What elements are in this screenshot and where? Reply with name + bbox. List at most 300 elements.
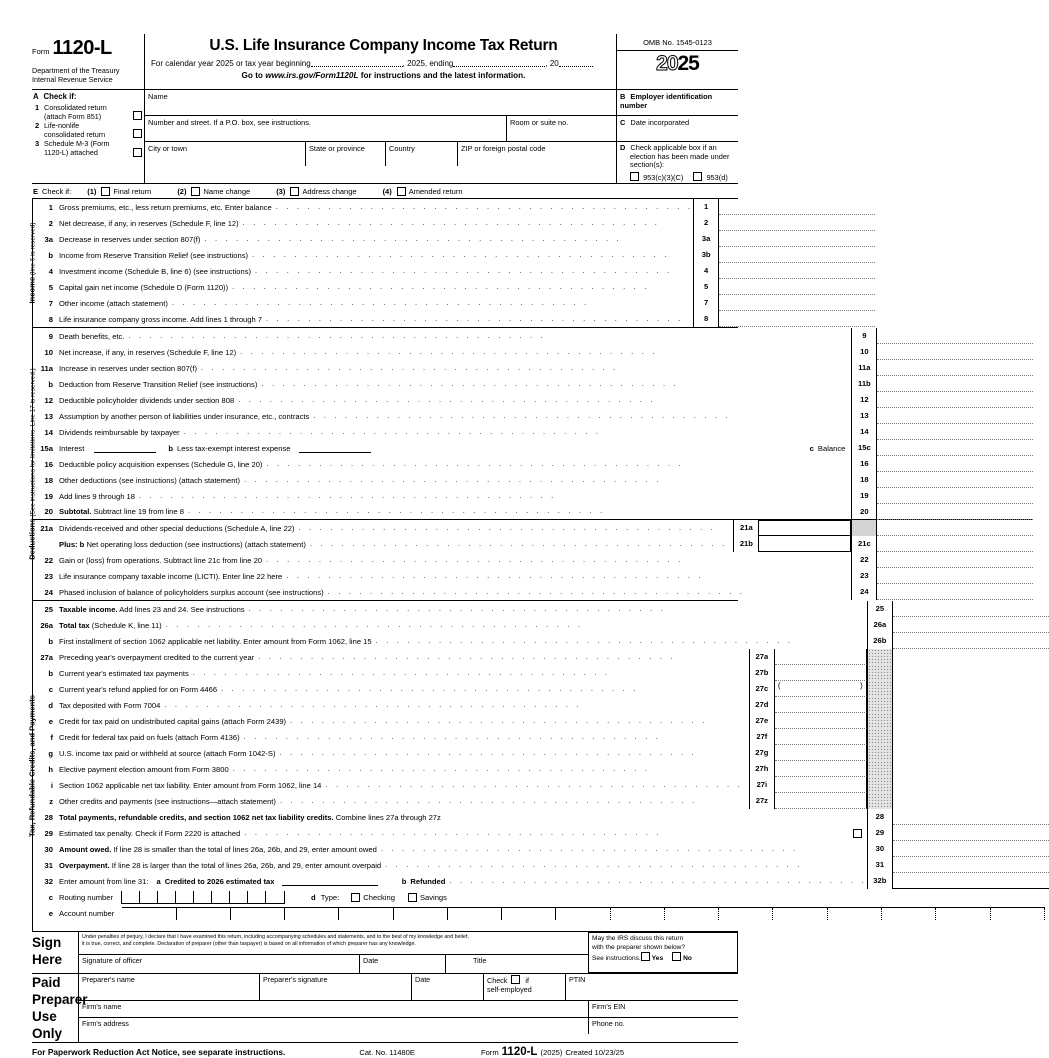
tax-label-main: Tax, Refundable Credits, and Payments	[27, 694, 37, 838]
line-number: 26a	[40, 620, 53, 630]
e-opt2-label: Name change	[203, 186, 251, 196]
zip-field[interactable]	[457, 142, 616, 166]
form-line-row	[33, 456, 1033, 472]
line-description: Deductible policyholder dividends under section 808	[59, 395, 235, 405]
line-number: 7	[48, 298, 53, 308]
footer-form-num: 1120-L	[501, 1046, 538, 1058]
tax-year-suffix: , 20	[545, 59, 559, 68]
leader-dots: . . . . . . . . . . . . . . . . . . . . . . . . . . . . . . . . . . . . . . . .	[192, 667, 611, 677]
routing-number-input[interactable]	[121, 891, 285, 904]
amount-input[interactable]	[877, 520, 1033, 536]
leader-dots: . . . . . . . . . . . . . . . . . . . . . . . . . . . . . . . . . . . . . . . .	[252, 249, 670, 259]
preparer-signature-label: Preparer's signature	[263, 975, 328, 984]
line-description-emphasis: Total payments, refundable credits, and section 1062 net tax liability credits.	[59, 812, 334, 822]
amount-input[interactable]	[893, 617, 1049, 633]
line-description: Gross premiums, etc., less return premiums, etc. Enter balance	[59, 202, 272, 212]
shaded-cell	[851, 520, 877, 536]
firm-address-label: Firm's address	[82, 1019, 129, 1028]
line-description-emphasis: Plus: b	[59, 539, 85, 549]
block-d-opt2: 953(d)	[706, 172, 728, 182]
amount-input[interactable]	[893, 601, 1049, 617]
amount-input[interactable]	[893, 633, 1049, 649]
line-description: Life insurance company taxable income (LICTI). Enter line 22 here	[59, 571, 283, 581]
form-line-row	[33, 601, 1049, 617]
line-number: 14	[44, 427, 53, 437]
routing-digit-cell[interactable]	[212, 891, 230, 903]
amount-input[interactable]	[877, 328, 1033, 344]
line-number: 23	[44, 571, 53, 581]
amended-return-checkbox[interactable]	[397, 187, 406, 196]
amount-input[interactable]	[877, 568, 1033, 584]
amount-line-label: 3a	[693, 231, 719, 247]
state-field[interactable]	[305, 142, 385, 166]
tax-year-prefix: For calendar year 2025 or tax year beginning	[151, 59, 311, 68]
irs-yes-checkbox[interactable]	[641, 952, 650, 961]
leader-dots: . . . . . . . . . . . . . . . . . . . . . . . . . . . . . . . . . . . . . . . .	[242, 217, 661, 227]
routing-digit-cell[interactable]	[230, 891, 248, 903]
amount-line-label: 13	[851, 408, 877, 424]
perjury-line-2: it is true, correct, and complete. Declaration of preparer (other than taxpayer) is based on all information of which preparer has any knowledge.	[82, 941, 416, 947]
line-number: f	[50, 732, 53, 742]
inner-amount-input[interactable]	[775, 665, 867, 681]
line-32a-label: a	[156, 876, 161, 886]
form-line-row	[33, 295, 875, 311]
line-number: 12	[44, 395, 53, 405]
self-employed-label: self-employed	[487, 985, 532, 995]
amount-input[interactable]	[877, 456, 1033, 472]
leader-dots: . . . . . . . . . . . . . . . . . . . . . . . . . . . . . . . . . . . . . . . .	[201, 362, 619, 372]
block-d	[617, 142, 738, 183]
form-line-row	[33, 777, 1049, 793]
line-description-emphasis: Amount owed.	[59, 844, 112, 854]
firm-name-label: Firm's name	[82, 1002, 122, 1011]
line-number: 8	[48, 314, 53, 324]
item-1-line2: (attach Form 851)	[44, 111, 102, 121]
preparer-date-field[interactable]	[411, 974, 483, 1000]
leader-dots: . . . . . . . . . . . . . . . . . . . . . . . . . . . . . . . . . . . . . . . .	[248, 603, 667, 613]
account-digit-cell[interactable]	[991, 908, 1045, 920]
leader-dots: . . . . . . . . . . . . . . . . . . . . . . . . . . . . . . . . . . . . . . . .	[139, 490, 557, 500]
routing-digit-cell[interactable]	[176, 891, 194, 903]
income-label-note: (line 6 is reserved)	[29, 222, 37, 277]
inner-amount-input[interactable]	[759, 536, 851, 552]
footer-form-word: Form	[480, 1048, 499, 1057]
form-line-row	[33, 729, 1049, 745]
leader-dots: . . . . . . . . . . . . . . . . . . . . . . . . . . . . . . . . . . . . . . . .	[244, 474, 662, 484]
irs-discuss-box	[588, 932, 738, 973]
amount-line-label: 23	[851, 568, 877, 584]
e-opt3-num: (3)	[276, 186, 286, 196]
inner-amount-label: 21b	[733, 536, 759, 552]
amount-input[interactable]	[893, 809, 1049, 825]
form-line-row	[33, 440, 1033, 456]
block-c[interactable]	[617, 116, 738, 142]
line-number: 32	[44, 876, 53, 886]
amount-line-label: 5	[693, 279, 719, 295]
block-a-item-1[interactable]	[32, 103, 144, 121]
address-block	[144, 90, 616, 183]
amount-line-label: 31	[867, 857, 893, 873]
year-solid: 25	[677, 52, 699, 75]
officer-date-label: Date	[363, 956, 379, 965]
line-description: Death benefits, etc.	[59, 331, 125, 341]
amount-input[interactable]	[719, 247, 875, 263]
account-digit-cell[interactable]	[665, 908, 719, 920]
inner-amount-input[interactable]	[775, 793, 867, 809]
amount-input[interactable]	[877, 392, 1033, 408]
form-line-row	[33, 793, 1049, 809]
line-description: Tax deposited with Form 7004	[59, 700, 161, 710]
street-field[interactable]	[145, 116, 506, 141]
deductions-label-note: (See instructions for limitations. Line 17 is reserved.)	[29, 368, 37, 519]
inner-amount-label: 27b	[749, 665, 775, 681]
firm-ein-field[interactable]	[588, 1001, 738, 1017]
amount-line-label: 1	[693, 199, 719, 215]
amount-input[interactable]	[719, 263, 875, 279]
routing-digit-cell[interactable]	[194, 891, 212, 903]
form-line-row	[33, 504, 1033, 520]
amount-input[interactable]	[877, 440, 1033, 456]
form-line-row	[33, 344, 1033, 360]
block-e	[32, 184, 738, 199]
section-953d-checkbox[interactable]	[693, 172, 702, 181]
form-line-row	[33, 263, 875, 279]
line-description: Estimated tax penalty. Check if Form 2220 is attached	[59, 828, 241, 838]
line-number: 30	[44, 844, 53, 854]
e-opt2-num: (2)	[177, 186, 187, 196]
account-digit-cell[interactable]	[285, 908, 339, 920]
line-description: Add lines 9 through 18	[59, 491, 135, 501]
end-date-blank[interactable]	[453, 59, 545, 67]
line-number: b	[48, 250, 53, 260]
city-field[interactable]	[145, 142, 305, 166]
begin-date-blank[interactable]	[311, 59, 403, 67]
inner-amount-label: 27g	[749, 745, 775, 761]
amount-input[interactable]	[719, 279, 875, 295]
room-field[interactable]	[506, 116, 616, 141]
line-description: Other deductions (see instructions) (attach statement)	[59, 475, 241, 485]
goto-suffix: for instructions and the latest information.	[358, 71, 526, 80]
inner-amount-input[interactable]	[775, 729, 867, 745]
schedule-m3-checkbox[interactable]	[133, 148, 142, 157]
block-a-item-2[interactable]	[32, 121, 144, 139]
country-field[interactable]	[385, 142, 457, 166]
amount-input[interactable]	[877, 584, 1033, 600]
block-b[interactable]	[617, 90, 738, 116]
account-digit-cell[interactable]	[611, 908, 665, 920]
line-description: Life insurance company gross income. Add lines 1 through 7	[59, 314, 263, 324]
account-digit-cell[interactable]	[394, 908, 448, 920]
amount-input[interactable]	[893, 841, 1049, 857]
form-line-row	[33, 649, 1049, 665]
amount-input[interactable]	[877, 344, 1033, 360]
account-digit-cell[interactable]	[122, 908, 176, 920]
phone-field[interactable]	[588, 1018, 738, 1034]
leader-dots: . . . . . . . . . . . . . . . . . . . . . . . . . . . . . . . . . . . . . . . .	[385, 859, 803, 869]
line-description: Other credits and payments (see instructions—attach statement)	[59, 796, 276, 806]
line-description: First installment of section 1062 applicable net liability. Enter amount from Form 1062, line 15	[59, 636, 372, 646]
line-description: Preceding year's overpayment credited to the current year	[59, 652, 255, 662]
line-description: Current year's refund applied for on Form 4466	[59, 684, 218, 694]
line-description: Assumption by another person of liabilities under insurance, etc., contracts	[59, 411, 310, 421]
header-form-id	[32, 34, 144, 89]
amount-input[interactable]	[719, 231, 875, 247]
form-line-row	[33, 199, 875, 215]
account-digit-cell[interactable]	[882, 908, 936, 920]
type-label-letter: d	[311, 892, 316, 902]
line-number: 1	[48, 202, 53, 212]
leader-dots: . . . . . . . . . . . . . . . . . . . . . . . . . . . . . . . . . . . . . . . .	[375, 635, 794, 645]
shaded-cell	[867, 761, 893, 777]
account-digit-cell[interactable]	[719, 908, 773, 920]
amount-input[interactable]	[719, 215, 875, 231]
shaded-cell	[867, 713, 893, 729]
form-line-row	[33, 376, 1033, 392]
line-15b-label: b	[168, 443, 173, 453]
account-number-row	[33, 905, 1049, 921]
line-number: 20	[44, 507, 53, 516]
line-description: Capital gain net income (Schedule D (Form 1120))	[59, 282, 229, 292]
name-change-checkbox[interactable]	[191, 187, 200, 196]
self-employed-field[interactable]	[483, 974, 565, 1000]
amount-input[interactable]	[719, 199, 875, 215]
life-nonlife-checkbox[interactable]	[133, 129, 142, 138]
account-digit-cell[interactable]	[773, 908, 827, 920]
section-953c3c-checkbox[interactable]	[630, 172, 639, 181]
preparer-word-2: Preparer	[32, 992, 88, 1007]
firm-address-field[interactable]	[79, 1018, 588, 1034]
account-digit-cell[interactable]	[828, 908, 882, 920]
routing-digit-cell[interactable]	[266, 891, 284, 903]
item-1-num: 1	[35, 103, 40, 112]
ptin-field[interactable]	[565, 974, 738, 1000]
inner-amount-input[interactable]	[775, 777, 867, 793]
line-description: Current year's estimated tax payments	[59, 668, 189, 678]
form-word: Form	[32, 47, 50, 56]
routing-number-row	[33, 889, 1049, 905]
line-number: b	[48, 668, 53, 678]
amount-input[interactable]	[893, 873, 1049, 889]
leader-dots: . . . . . . . . . . . . . . . . . . . . . . . . . . . . . . . . . . . . . . . .	[258, 651, 676, 661]
account-number-input[interactable]	[122, 907, 1045, 920]
inner-amount-input[interactable]	[759, 520, 851, 536]
form-number: 1120-L	[52, 37, 112, 59]
preparer-signature-field[interactable]	[259, 974, 411, 1000]
leader-dots: . . . . . . . . . . . . . . . . . . . . . . . . . . . . . . . . . . . . . . . .	[313, 410, 731, 420]
amount-input[interactable]	[877, 488, 1033, 504]
goto-url[interactable]: www.irs.gov/Form1120L	[265, 71, 359, 80]
inner-amount-input[interactable]	[775, 697, 867, 713]
routing-number-label: Routing number	[59, 892, 114, 902]
officer-date-field[interactable]	[359, 954, 445, 973]
irs-line-1: May the IRS discuss this return	[592, 935, 684, 942]
tax-exempt-expense-blank[interactable]	[299, 443, 371, 453]
perjury-line-1: Under penalties of perjury, I declare that I have examined this return, including accompanying schedules and statements, and to the best of my knowledge and belief,	[82, 934, 469, 940]
inner-amount-label: 27h	[749, 761, 775, 777]
leader-dots: . . . . . . . . . . . . . . . . . . . . . . . . . . . . . . . . . . . . . . . .	[449, 875, 867, 885]
inner-amount-input[interactable]	[775, 649, 867, 665]
line-description: Subtotal. Subtract line 19 from line 8	[59, 507, 184, 516]
final-return-checkbox[interactable]	[101, 187, 110, 196]
block-a-label: A	[33, 92, 39, 101]
inner-amount-input[interactable]	[775, 681, 867, 697]
tax-year-badge	[617, 50, 738, 76]
line-number: 9	[48, 331, 53, 341]
line-32b-label: b	[401, 876, 407, 886]
amount-input[interactable]	[719, 295, 875, 311]
amount-input[interactable]	[877, 472, 1033, 488]
routing-digit-cell[interactable]	[140, 891, 158, 903]
credited-amount-blank[interactable]	[282, 876, 378, 886]
line-description: Elective payment election amount from Form 3800	[59, 764, 229, 774]
firm-name-field[interactable]	[79, 1001, 588, 1017]
amount-input[interactable]	[877, 504, 1033, 520]
block-b-title: Employer identification number	[620, 92, 713, 110]
form-line-row	[33, 472, 1033, 488]
country-label: Country	[389, 144, 415, 153]
line-32b-description: Refunded	[410, 876, 446, 886]
item-3-num: 3	[35, 139, 40, 149]
leader-dots: . . . . . . . . . . . . . . . . . . . . . . . . . . . . . . . . . . . . . . . .	[255, 265, 673, 275]
leader-dots: . . . . . . . . . . . . . . . . . . . . . . . . . . . . . . . . . . . . . . . .	[327, 586, 746, 596]
inner-amount-label: 27a	[749, 649, 775, 665]
account-digit-cell[interactable]	[502, 908, 556, 920]
savings-checkbox[interactable]	[408, 893, 417, 902]
footer-created: Created 10/23/25	[565, 1048, 625, 1057]
amount-line-label: 16	[851, 456, 877, 472]
block-a-item-3[interactable]	[32, 139, 144, 157]
self-employed-checkbox[interactable]	[511, 975, 520, 984]
goto-prefix: Go to	[241, 71, 266, 80]
form-line-row	[33, 713, 1049, 729]
section-tax-credits-payments	[27, 601, 887, 931]
amount-input[interactable]	[877, 408, 1033, 424]
account-digit-cell[interactable]	[177, 908, 231, 920]
leader-dots: . . . . . . . . . . . . . . . . . . . . . . . . . . . . . . . . . . . . . . . .	[275, 201, 694, 211]
form-line-row	[33, 809, 1049, 825]
amount-line-label: 20	[851, 504, 877, 520]
amount-input[interactable]	[877, 376, 1033, 392]
leader-dots: . . . . . . . . . . . . . . . . . . . . . . . . . . . . . . . . . . . . . . . .	[266, 554, 684, 564]
routing-digit-cell[interactable]	[158, 891, 176, 903]
line-description: Income from Reserve Transition Relief (see instructions)	[59, 250, 249, 260]
line-description: Dividends-received and other special deductions (Schedule A, line 22)	[59, 523, 295, 533]
line-description: Total payments, refundable credits, and section 1062 net tax liability credits. Combine lines 27a through 27z	[59, 812, 441, 822]
sign-word-1: Sign	[32, 935, 62, 950]
section-income	[27, 199, 738, 328]
address-change-checkbox[interactable]	[290, 187, 299, 196]
inner-amount-input[interactable]	[775, 761, 867, 777]
sign-here-block	[32, 931, 738, 973]
city-label: City or town	[148, 144, 188, 153]
irs-line-3: See instructions.	[592, 955, 641, 963]
amount-input[interactable]	[893, 857, 1049, 873]
line-description: Deduction from Reserve Transition Relief (see instructions)	[59, 379, 258, 389]
shaded-cell	[867, 697, 893, 713]
account-digit-cell[interactable]	[556, 908, 610, 920]
consolidated-return-checkbox[interactable]	[133, 111, 142, 120]
line-number: b	[48, 379, 53, 389]
preparer-name-label: Preparer's name	[82, 975, 135, 984]
line-number: i	[50, 780, 53, 790]
shaded-cell	[867, 681, 893, 697]
account-digit-cell[interactable]	[448, 908, 502, 920]
paid-preparer-label	[32, 974, 88, 1042]
paid-preparer-block	[32, 973, 738, 1042]
line-15b-description: Less tax-exempt interest expense	[176, 443, 291, 453]
account-digit-cell[interactable]	[231, 908, 285, 920]
amount-input[interactable]	[719, 311, 875, 327]
block-d-line2: election has been made under	[630, 151, 730, 161]
line-description: U.S. income tax paid or withheld at source (attach Form 1042-S)	[59, 748, 276, 758]
form-line-row	[33, 215, 875, 231]
line-15c-label: c	[809, 443, 814, 453]
end-year-blank[interactable]	[559, 59, 593, 67]
amount-input[interactable]	[893, 825, 1049, 841]
interest-amount-blank[interactable]	[94, 443, 156, 453]
inner-amount-label: 27f	[749, 729, 775, 745]
inner-amount-input[interactable]	[775, 713, 867, 729]
inner-amount-input[interactable]	[775, 745, 867, 761]
inner-amount-label: 27e	[749, 713, 775, 729]
leader-dots: . . . . . . . . . . . . . . . . . . . . . . . . . . . . . . . . . . . . . . . .	[232, 281, 650, 291]
paren-open: (	[777, 681, 781, 690]
e-opt4-label: Amended return	[408, 186, 463, 196]
irs-line-2: with the preparer shown below?	[592, 943, 686, 951]
line-description: Amount owed. If line 28 is smaller than the total of lines 26a, 26b, and 29, enter amount owed	[59, 844, 377, 854]
zip-label: ZIP or foreign postal code	[461, 144, 546, 153]
account-digit-cell[interactable]	[936, 908, 990, 920]
deductions-sidebar-label	[28, 368, 37, 560]
form-2220-attached-checkbox[interactable]	[853, 829, 862, 838]
routing-digit-cell[interactable]	[248, 891, 266, 903]
amount-input[interactable]	[877, 424, 1033, 440]
amount-input[interactable]	[877, 536, 1033, 552]
amount-line-label: 18	[851, 472, 877, 488]
form-line-row	[33, 279, 875, 295]
leader-dots: . . . . . . . . . . . . . . . . . . . . . . . . . . . . . . . . . . . . . . . .	[128, 330, 546, 340]
leader-dots: . . . . . . . . . . . . . . . . . . . . . . . . . . . . . . . . . . . . . . . .	[204, 233, 622, 243]
line-description-emphasis: Total tax	[59, 620, 90, 630]
amount-input[interactable]	[877, 552, 1033, 568]
year-hollow: 20	[656, 52, 678, 75]
room-label: Room or suite no.	[510, 118, 569, 127]
checking-checkbox[interactable]	[351, 893, 360, 902]
shaded-cell	[867, 777, 893, 793]
preparer-name-field[interactable]	[79, 974, 259, 1000]
amount-input[interactable]	[877, 360, 1033, 376]
department-line-2: Internal Revenue Service	[32, 75, 113, 84]
line-number: b	[48, 636, 53, 646]
leader-dots: . . . . . . . . . . . . . . . . . . . . . . . . . . . . . . . . . . . . . . . .	[232, 763, 651, 773]
form-line-row	[33, 825, 1049, 841]
footer-year: (2025)	[540, 1048, 563, 1057]
header-omb-block	[616, 34, 738, 89]
block-a-title: Check if:	[43, 92, 77, 101]
leader-dots: . . . . . . . . . . . . . . . . . . . . . . . . . . . . . . . . . . . . . . . .	[266, 313, 684, 323]
officer-title-field[interactable]	[445, 954, 588, 973]
account-digit-cell[interactable]	[339, 908, 393, 920]
leader-dots: . . . . . . . . . . . . . . . . . . . . . . . . . . . . . . . . . . . . . . . .	[183, 426, 602, 436]
irs-no-checkbox[interactable]	[672, 952, 681, 961]
checking-label: Checking	[363, 892, 395, 902]
leader-dots: . . . . . . . . . . . . . . . . . . . . . . . . . . . . . . . . . . . . . . . .	[164, 699, 582, 709]
name-field[interactable]	[145, 90, 616, 116]
routing-digit-cell[interactable]	[122, 891, 140, 903]
signature-of-officer-field[interactable]	[79, 954, 359, 973]
leader-dots: . . . . . . . . . . . . . . . . . . . . . . . . . . . . . . . . . . . . . . . .	[221, 683, 639, 693]
block-c-label: C	[620, 118, 626, 127]
